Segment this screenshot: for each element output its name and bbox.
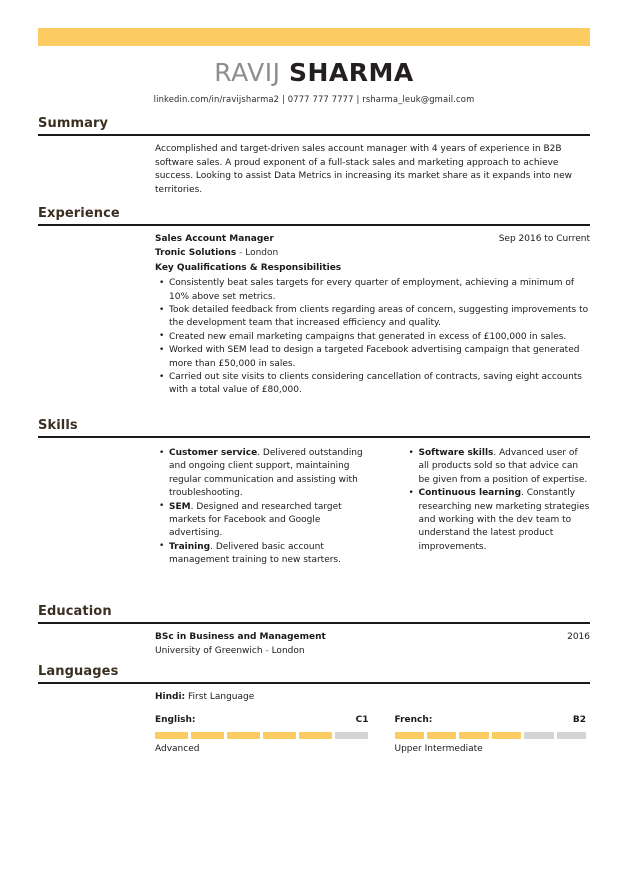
- language-description: Advanced: [155, 743, 200, 754]
- summary-text: Accomplished and target-driven sales account manager with 4 years of experience in B2B software sales. A proud exponent of a full-stack sales and marketing approach to achieve success. Looking to assist Data Metrics in increasing its market share as it expands into new territories.: [155, 144, 573, 195]
- language-name: French:: [394, 715, 433, 726]
- section-heading-education: Education: [38, 604, 590, 624]
- list-item: [169, 541, 373, 568]
- page-title: [0, 58, 628, 88]
- language-header: [395, 714, 591, 727]
- skill-lead: Software skills: [418, 448, 494, 458]
- language-level: C1: [355, 715, 369, 726]
- languages-body: [155, 684, 590, 756]
- language-columns: [155, 714, 590, 756]
- bar-segment: [335, 732, 368, 739]
- job-organization-row: [155, 247, 590, 260]
- first-name: RAVIJ: [214, 58, 281, 87]
- skills-columns: [155, 445, 590, 568]
- job-separator: -: [239, 248, 243, 259]
- experience-title-row: [155, 233, 590, 246]
- education-year: 2016: [567, 632, 590, 642]
- language-level: B2: [572, 715, 586, 726]
- skill-lead: Continuous learning: [418, 488, 522, 499]
- bar-segment: [557, 732, 586, 739]
- section-summary: [38, 116, 590, 197]
- list-item: [419, 487, 591, 554]
- education-school: University of Greenwich: [155, 646, 263, 657]
- skills-column-left: [155, 445, 373, 568]
- education-body: [155, 624, 590, 659]
- first-language-row: [155, 691, 590, 704]
- skill-lead: Customer service: [169, 448, 258, 458]
- skill-text: . Constantly researching new marketing strategies and working with the dev team to understand the latest product improvements.: [418, 488, 590, 552]
- experience-body: [155, 226, 590, 398]
- skill-lead: Training: [169, 541, 211, 552]
- list-item: • Carried out site visits to clients considering cancellation of contracts, saving eight accounts with a total value of £80,000.: [169, 371, 590, 398]
- bar-segment: [155, 732, 188, 739]
- bar-segment: [492, 732, 521, 739]
- top-accent-banner: [38, 28, 590, 46]
- section-heading-summary: Summary: [38, 116, 590, 136]
- language-name: English:: [155, 715, 196, 726]
- job-title: Sales Account Manager: [155, 234, 274, 244]
- skills-column-right: [373, 445, 591, 568]
- section-experience: [38, 206, 590, 398]
- skill-text: . Delivered basic account management training to new starters.: [169, 541, 341, 566]
- list-item: • Consistently beat sales targets for every quarter of employment, achieving a minimum of 10% above set metrics.: [169, 277, 590, 304]
- bar-segment: [395, 732, 424, 739]
- bar-segment: [524, 732, 553, 739]
- bar-segment: [299, 732, 332, 739]
- list-item: • Took detailed feedback from clients regarding areas of concern, suggesting improvements to the development team that increased efficiency and quality.: [169, 304, 590, 331]
- bar-segment: [459, 732, 488, 739]
- language-description: Upper Intermediate: [394, 743, 483, 754]
- experience-entry: [155, 233, 590, 398]
- section-education: [38, 604, 590, 659]
- skills-body: [155, 438, 590, 568]
- language-proficiency-bar: [395, 732, 591, 739]
- language-item-english: [155, 714, 373, 756]
- language-proficiency-bar: [155, 732, 373, 739]
- summary-body: [155, 136, 590, 197]
- first-language-value: First Language: [188, 692, 255, 702]
- section-languages: [38, 664, 590, 756]
- section-heading-languages: Languages: [38, 664, 590, 684]
- education-location: London: [271, 646, 305, 657]
- skill-text: . Delivered outstanding and ongoing client support, maintaining regular communication and assisting with troubleshooting.: [169, 448, 363, 499]
- list-item: [169, 501, 373, 541]
- section-heading-skills: Skills: [38, 418, 590, 438]
- skills-left-list: [155, 447, 373, 568]
- job-location: London: [245, 248, 279, 259]
- education-degree: BSc in Business and Management: [155, 632, 326, 642]
- section-heading-experience: Experience: [38, 206, 590, 226]
- education-school-row: [155, 645, 590, 658]
- education-separator: -: [265, 646, 269, 657]
- last-name: SHARMA: [288, 58, 414, 87]
- first-language-label: Hindi:: [155, 692, 186, 702]
- bar-segment: [191, 732, 224, 739]
- skill-text: . Advanced user of all products sold so that advice can be given from a position of expertise.: [418, 448, 588, 485]
- list-item: [169, 447, 373, 501]
- skill-lead: SEM: [169, 501, 191, 512]
- bar-segment: [227, 732, 260, 739]
- job-date: Sep 2016 to Current: [498, 234, 590, 244]
- list-item: • Worked with SEM lead to design a targeted Facebook advertising campaign that generated more than £50,000 in sales.: [169, 344, 590, 371]
- bar-segment: [427, 732, 456, 739]
- bar-segment: [263, 732, 296, 739]
- education-entry: [155, 631, 590, 659]
- education-title-row: [155, 631, 590, 644]
- list-item: [419, 447, 591, 487]
- language-item-french: [373, 714, 591, 756]
- skills-right-list: [405, 447, 591, 554]
- skill-text: . Designed and researched target markets for Facebook and Google advertising.: [169, 501, 342, 539]
- header-name-block: [0, 58, 628, 104]
- experience-bullet-list: [155, 277, 590, 398]
- job-organization: Tronic Solutions: [155, 248, 237, 259]
- section-skills: [38, 418, 590, 568]
- contact-line: linkedin.com/in/ravijsharma2 | 0777 777 7777 | rsharma_leuk@gmail.com: [153, 94, 475, 104]
- list-item: • Created new email marketing campaigns that generated in excess of £100,000 in sales.: [169, 331, 590, 344]
- job-subheading: Key Qualifications & Responsibilities: [155, 262, 342, 273]
- language-header: [155, 714, 373, 727]
